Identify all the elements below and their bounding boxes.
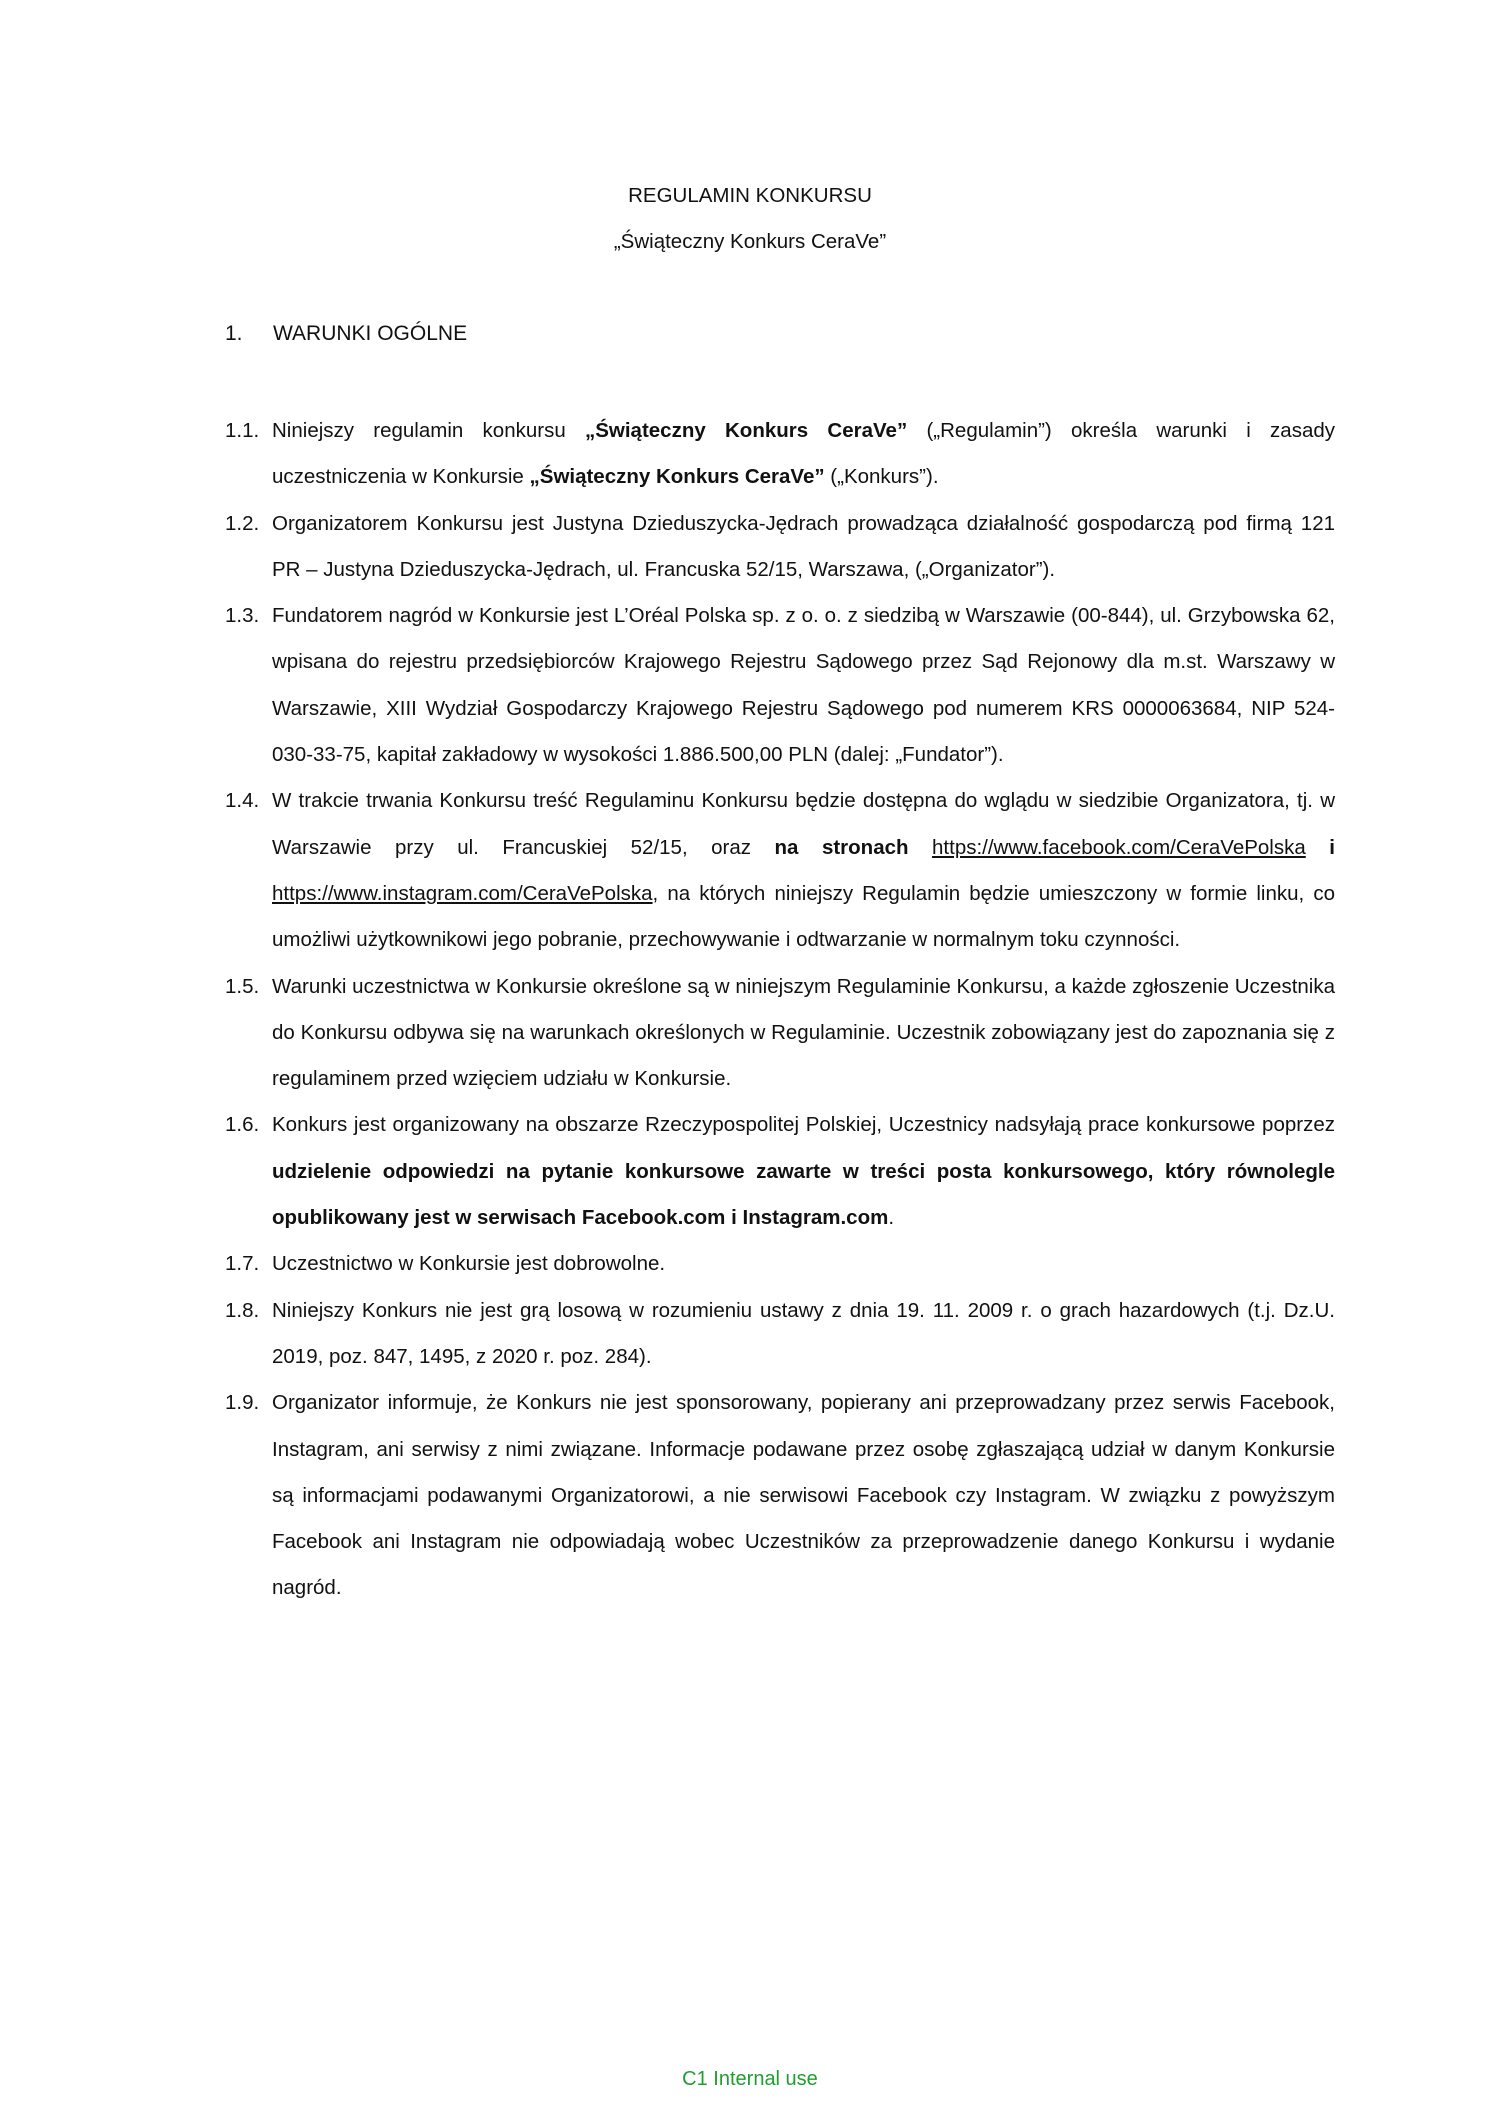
section-title: WARUNKI OGÓLNE [273,322,468,345]
rule-bold-text: udzielenie odpowiedzi na pytanie konkursowe zawarte w treści posta konkursowego, który równolegle opublikowany jest w serwisach Facebook.com i Instagram.com [272,1159,1335,1230]
section-heading [225,322,467,346]
rule-text: Organizatorem Konkursu jest Justyna Dzieduszycka-Jędrach prowadząca działalność gospodarczą pod firmą 121 PR – Justyna Dzieduszycka-Jędrach, ul. Francuska 52/15, Warszawa, („Organizator”). [272,511,1335,581]
rule-number: 1.9. [225,1391,260,1415]
rule-item [225,593,1335,778]
rule-bold-text: „Świąteczny Konkurs CeraVe” [529,465,825,489]
rule-text: . [888,1206,895,1230]
rule-number: 1.1. [225,419,260,442]
rule-number: 1.2. [225,511,260,535]
rule-number: 1.4. [225,789,260,813]
rule-text: W trakcie trwania Konkursu treść Regulaminu Konkursu będzie dostępna do wglądu w siedzibie Organizatora, tj. w Warszawie przy ul. Francuskiej 52/15, oraz [272,789,1335,859]
rule-item [225,501,1335,594]
rule-item [225,1241,1335,1287]
rule-bold-text: na stronach [774,835,909,859]
rule-bold-text: i [1305,835,1335,859]
rules-list [225,408,1335,1612]
rule-item [225,1380,1335,1611]
instagram-link[interactable]: https://www.instagram.com/CeraVePolska [272,881,653,905]
rule-text [909,836,933,859]
facebook-link[interactable]: https://www.facebook.com/CeraVePolska [932,835,1306,859]
rule-text: Fundatorem nagród w Konkursie jest L’Oréal Polska sp. z o. o. z siedzibą w Warszawie (00-844), ul. Grzybowska 62, wpisana do rejestru przedsiębiorców Krajowego Rejestru Sądowego przez Sąd Rejonowy dla m.st. Warszawy w Warszawie, XIII Wydział Gospodarczy Krajowego Rejestru Sądowego pod numerem KRS 0000063684, NIP 524-030-33-75, kapitał zakładowy w wysokości 1.886.500,00 PLN (dalej: „Fundator”). [272,604,1335,767]
document-subtitle: „Świąteczny Konkurs CeraVe” [613,230,887,253]
rule-text: („Regulamin”) określa warunki i zasady uczestniczenia w Konkursie [272,419,1336,489]
rule-number: 1.6. [225,1113,260,1137]
rule-item [225,408,1335,501]
rule-text: („Konkurs”). [824,465,939,489]
rule-bold-text: „Świąteczny Konkurs CeraVe” [584,419,908,442]
rule-item [225,1102,1335,1241]
classification-footer: C1 Internal use [682,2068,818,2090]
rule-text: Organizator informuje, że Konkurs nie jest sponsorowany, popierany ani przeprowadzany przez serwis Facebook, Instagram, ani serwisy z nimi związane. Informacje podawane przez osobę zgłaszającą udział w danym Konkursie są informacjami podawanymi Organizatorowi, a nie serwisowi Facebook czy Instagram. W związku z powyższym Facebook ani Instagram nie odpowiadają wobec Uczestników za przeprowadzenie danego Konkursu i wydanie nagród. [272,1391,1335,1600]
rule-item [225,778,1335,963]
rule-text: Uczestnictwo w Konkursie jest dobrowolne. [272,1252,666,1276]
rule-item [225,1288,1335,1381]
section-number: 1. [225,322,243,345]
rule-number: 1.3. [225,604,260,628]
rule-number: 1.8. [225,1298,260,1322]
rule-text: Warunki uczestnictwa w Konkursie określone są w niniejszym Regulaminie Konkursu, a każde zgłoszenie Uczestnika do Konkursu odbywa się na warunkach określonych w Regulaminie. Uczestnik zobowiązany jest do zapoznania się z regulaminem przed wzięciem udziału w Konkursie. [272,974,1335,1091]
rule-text: Niniejszy Konkurs nie jest grą losową w rozumieniu ustawy z dnia 19. 11. 2009 r. o grach hazardowych (t.j. Dz.U. 2019, poz. 847, 1495, z 2020 r. poz. 284). [272,1298,1335,1368]
rule-text: , na których niniejszy Regulamin będzie umieszczony w formie linku, co umożliwi użytkownikowi jego pobranie, przechowywanie i odtwarzanie w normalnym toku czynności. [272,881,1335,952]
rule-text: Niniejszy regulamin konkursu [272,419,585,442]
rule-item [225,964,1335,1103]
rule-number: 1.5. [225,974,260,998]
document-title: REGULAMIN KONKURSU [628,184,872,207]
rule-number: 1.7. [225,1252,260,1276]
rule-text: Konkurs jest organizowany na obszarze Rzeczypospolitej Polskiej, Uczestnicy nadsyłają prace konkursowe poprzez [272,1113,1335,1137]
